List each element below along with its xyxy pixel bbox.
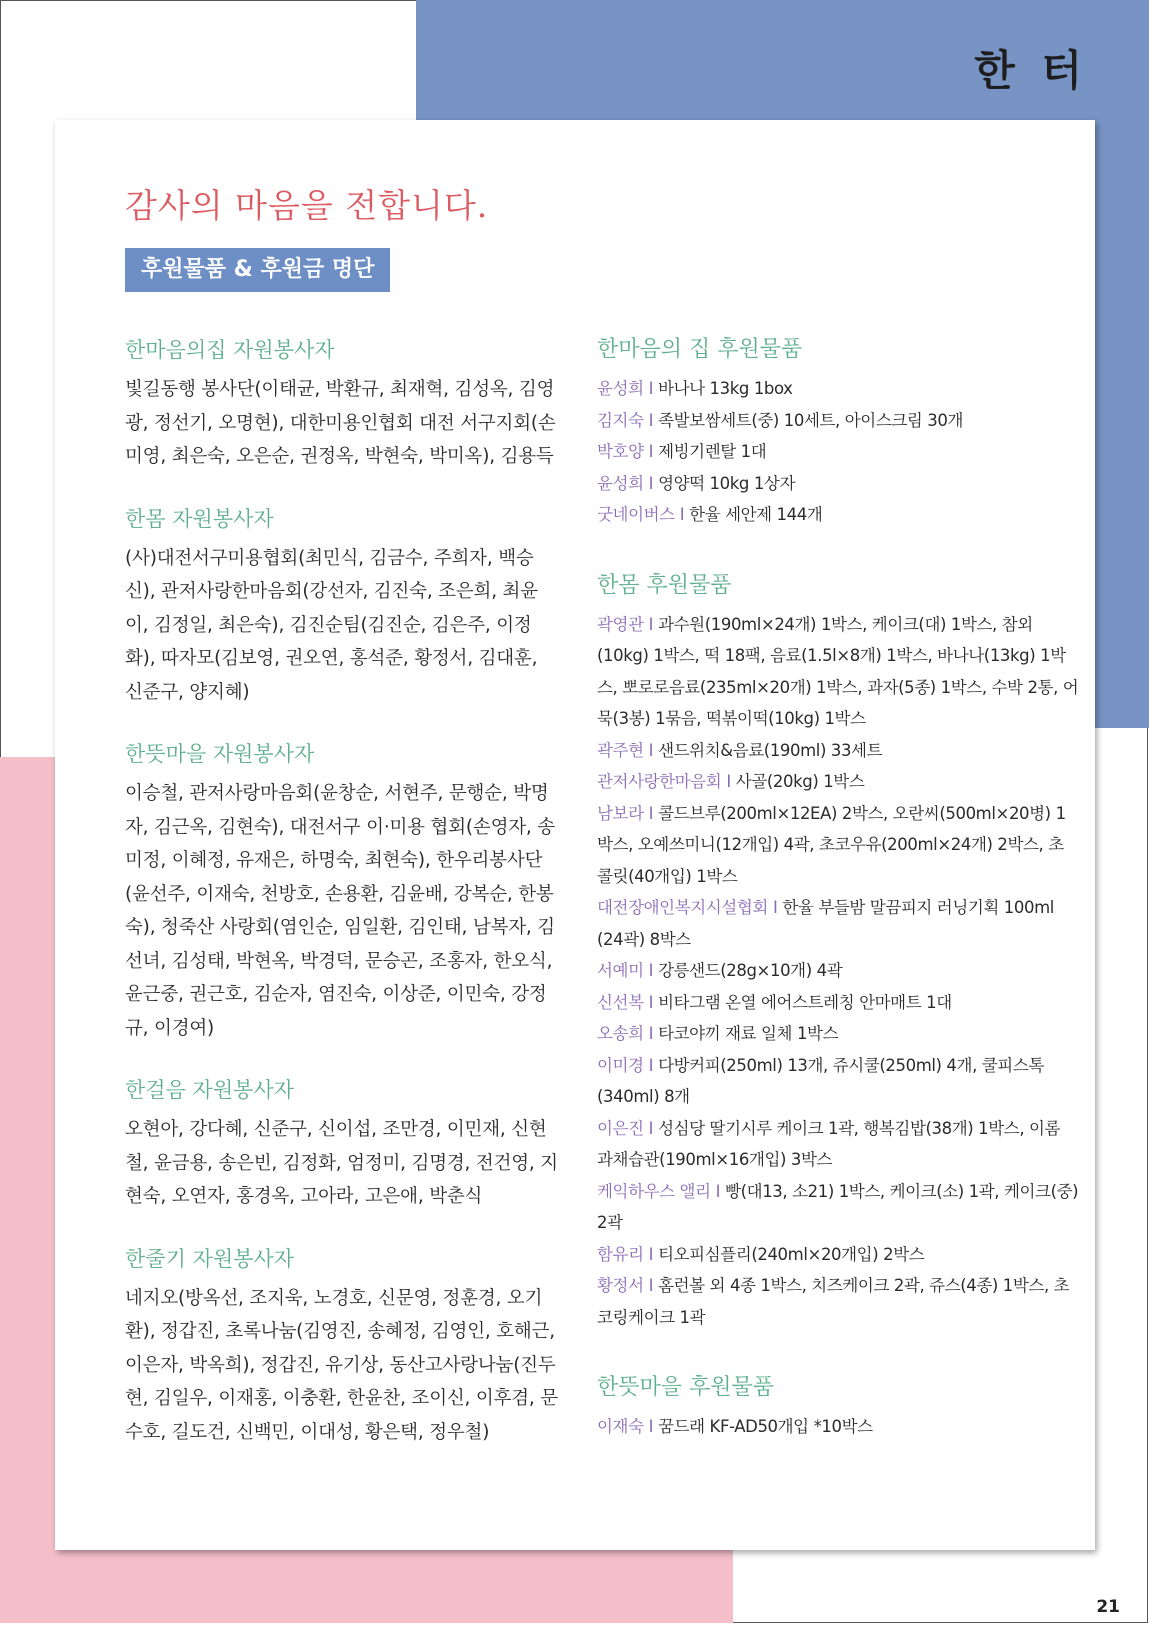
volunteer-section — [125, 504, 560, 710]
separator: I — [648, 1024, 654, 1043]
donation-entry — [597, 1411, 1079, 1443]
donor-name: 곽영관 — [597, 614, 644, 634]
donated-item: 사골(20kg) 1박스 — [735, 772, 865, 791]
donation-entry — [597, 1176, 1079, 1239]
donation-entry — [597, 1050, 1079, 1113]
donated-item: 콜드브루(200ml×12EA) 2박스, 오란씨(500ml×20병) 1박스, 오예쓰미니(12개입) 4곽, 초코우유(200ml×24개) 2박스, 초콜릿(40개입) 1박스 — [597, 803, 1066, 886]
separator: I — [648, 1244, 654, 1264]
separator: I — [726, 772, 731, 791]
donation-entry — [597, 892, 1079, 955]
donated-item: 샌드위치&음료(190ml) 33세트 — [658, 740, 883, 760]
header-title: 한 터 — [974, 46, 1088, 95]
donation-entry — [597, 373, 1079, 405]
donor-name: 굿네이버스 — [597, 505, 675, 524]
volunteer-section — [125, 335, 560, 474]
section-title: 한몸 자원봉사자 — [125, 506, 274, 531]
donor-name: 황정서 — [597, 1276, 644, 1295]
separator: I — [648, 803, 654, 823]
donation-entry — [597, 1270, 1079, 1333]
volunteer-section — [125, 1244, 560, 1450]
section-title: 한몸 후원물품 — [597, 572, 732, 598]
donated-item: 티오피심플리(240ml×20개입) 2박스 — [658, 1244, 925, 1264]
donation-entry — [597, 609, 1079, 735]
donated-item: 타코야끼 재료 일체 1박스 — [658, 1024, 839, 1043]
donation-entry — [597, 766, 1079, 798]
donation-entry — [597, 1113, 1079, 1176]
donated-item: 다방커피(250ml) 13개, 쥬시쿨(250ml) 4개, 쿨피스톡(340ml) 8개 — [597, 1055, 1044, 1106]
separator: I — [648, 442, 654, 461]
volunteer-section — [125, 739, 560, 1045]
volunteer-column — [125, 335, 560, 1449]
donated-item: 제빙기렌탈 1대 — [658, 442, 767, 461]
separator: I — [648, 992, 654, 1012]
donor-name: 함유리 — [597, 1244, 644, 1264]
donor-name: 케익하우스 앨리 — [597, 1181, 711, 1201]
volunteer-names: 이승철, 관저사랑마음회(윤창순, 서현주, 문행순, 박명자, 김근옥, 김현숙), 대전서구 이·미용 협회(손영자, 송미정, 이혜정, 유재은, 하명숙, 최현숙), 한우리봉사단(윤선주, 이재숙, 천방호, 손용환, 김윤배, 강복순, 한봉숙), 청죽산 사랑회(염인순, 임일환, 김인태, 남복자, 김선녀, 김성태, 박현옥, 박경덕, 문승곤, 조홍자, 한오식, 윤근중, 권근호, 김순자, 염진숙, 이상준, 이민숙, 강정규, 이경여) — [125, 783, 555, 1039]
donation-entry — [597, 798, 1079, 893]
donation-entry — [597, 499, 1079, 531]
separator: I — [648, 1417, 654, 1436]
section-title: 한뜻마을 자원봉사자 — [125, 742, 315, 766]
donation-entry — [597, 987, 1079, 1019]
donated-item: 한율 부들밤 말끔피지 러닝기획 100ml (24곽) 8박스 — [597, 898, 1054, 949]
section-title: 한마음의집 자원봉사자 — [125, 338, 335, 362]
separator: I — [648, 614, 654, 634]
donation-entry — [597, 468, 1079, 500]
page-number: 21 — [1096, 1597, 1120, 1617]
donation-section — [597, 335, 1079, 531]
donation-column — [597, 335, 1079, 1443]
separator: I — [648, 379, 654, 398]
separator: I — [679, 505, 685, 524]
separator: I — [648, 473, 654, 493]
donation-section — [597, 1373, 1079, 1443]
volunteer-names: (사)대전서구미용협회(최민식, 김금수, 주희자, 백승신), 관저사랑한마음회(강선자, 김진숙, 조은희, 최윤이, 김정일, 최은숙), 김진순팀(김진순, 김은주, 이정화), 따자모(김보영, 권오연, 홍석준, 황정서, 김대훈, 신준구, 양지혜) — [125, 547, 538, 703]
section-title: 한뜻마을 후원물품 — [597, 1375, 775, 1400]
donated-item: 한율 세안제 144개 — [689, 505, 823, 524]
donation-entry — [597, 436, 1079, 468]
donated-item: 빵(대13, 소21) 1박스, 케이크(소) 1곽, 케이크(중) 2곽 — [597, 1181, 1079, 1232]
section-title: 한줄기 자원봉사자 — [125, 1246, 294, 1271]
donation-section — [597, 571, 1079, 1334]
volunteer-names: 빛길동행 봉사단(이태균, 박환규, 최재혁, 김성옥, 김영광, 정선기, 오명현), 대한미용인협회 대전 서구지회(손미영, 최은숙, 오은순, 권정옥, 박현숙, 박미옥), 김용득 — [125, 379, 556, 467]
separator: I — [648, 740, 654, 760]
donation-entry — [597, 735, 1079, 767]
donated-item: 성심당 딸기시루 케이크 1곽, 행복김밥(38개) 1박스, 이롬 과채습관(190ml×16개입) 3박스 — [597, 1118, 1061, 1169]
separator: I — [715, 1181, 721, 1201]
donated-item: 꿈드래 KF-AD50개입 *10박스 — [658, 1417, 873, 1436]
donor-name: 남보라 — [597, 803, 644, 823]
donated-item: 홈런볼 외 4종 1박스, 치즈케이크 2곽, 쥬스(4종) 1박스, 초코링케이크 1곽 — [597, 1276, 1070, 1327]
separator: I — [772, 898, 778, 917]
donated-item: 바나나 13kg 1box — [658, 379, 793, 398]
volunteer-names: 오현아, 강다혜, 신준구, 신이섭, 조만경, 이민재, 신현철, 윤금용, 송은빈, 김정화, 엄정미, 김명경, 전건영, 지현숙, 오연자, 홍경옥, 고아라, 고은애, 박춘식 — [125, 1119, 558, 1207]
donor-name: 김지숙 — [597, 410, 644, 430]
separator: I — [648, 1276, 654, 1295]
donor-name: 신선복 — [597, 992, 644, 1012]
donor-name: 이은진 — [597, 1118, 644, 1138]
section-banner: 후원물품 & 후원금 명단 — [125, 248, 390, 292]
section-title: 한마음의 집 후원물품 — [597, 337, 803, 362]
donor-name: 관저사랑한마음회 — [597, 772, 722, 791]
content-card — [55, 120, 1095, 1550]
separator: I — [648, 1118, 654, 1138]
donor-name: 이재숙 — [597, 1417, 644, 1436]
section-title: 한걸음 자원봉사자 — [125, 1078, 294, 1102]
donation-entry — [597, 405, 1079, 437]
donated-item: 과수원(190ml×24개) 1박스, 케이크(대) 1박스, 참외(10kg) 1박스, 떡 18팩, 음료(1.5l×8개) 1박스, 바나나(13kg) 1박스, 뽀로로음료(235ml×20개) 1박스, 과자(5종) 1박스, 수박 2통, 어묵(3봉) 1묶음, 떡볶이떡(10kg) 1박스 — [597, 614, 1079, 728]
donated-item: 비타그램 온열 에어스트레칭 안마매트 1대 — [658, 992, 952, 1012]
donated-item: 영양떡 10kg 1상자 — [658, 473, 796, 493]
donated-item: 족발보쌈세트(중) 10세트, 아이스크림 30개 — [658, 410, 964, 430]
donation-entry — [597, 1239, 1079, 1271]
separator: I — [648, 1055, 654, 1075]
donor-name: 윤성희 — [597, 379, 644, 398]
volunteer-section — [125, 1075, 560, 1214]
volunteer-names: 네지오(방옥선, 조지욱, 노경호, 신문영, 정훈경, 오기환), 정갑진, 초록나눔(김영진, 송혜정, 김영인, 호해근, 이은자, 박옥희), 정갑진, 유기상, 동산고사랑나눔(진두현, 김일우, 이재홍, 이충환, 한윤찬, 조이신, 이후겸, 문수호, 길도건, 신백민, 이대성, 황은택, 정우철) — [125, 1287, 558, 1443]
page-title: 감사의 마음을 전합니다. — [125, 186, 489, 225]
separator: I — [648, 961, 654, 980]
donor-name: 서예미 — [597, 961, 644, 980]
donor-name: 곽주현 — [597, 740, 644, 760]
donation-entry — [597, 955, 1079, 987]
donation-entry — [597, 1018, 1079, 1050]
separator: I — [648, 410, 654, 430]
donor-name: 오송희 — [597, 1024, 644, 1043]
donor-name: 박호양 — [597, 442, 644, 461]
donor-name: 윤성희 — [597, 473, 644, 493]
donated-item: 강릉샌드(28g×10개) 4곽 — [658, 961, 843, 980]
donor-name: 이미경 — [597, 1055, 644, 1075]
donor-name: 대전장애인복지시설협회 — [597, 898, 768, 917]
